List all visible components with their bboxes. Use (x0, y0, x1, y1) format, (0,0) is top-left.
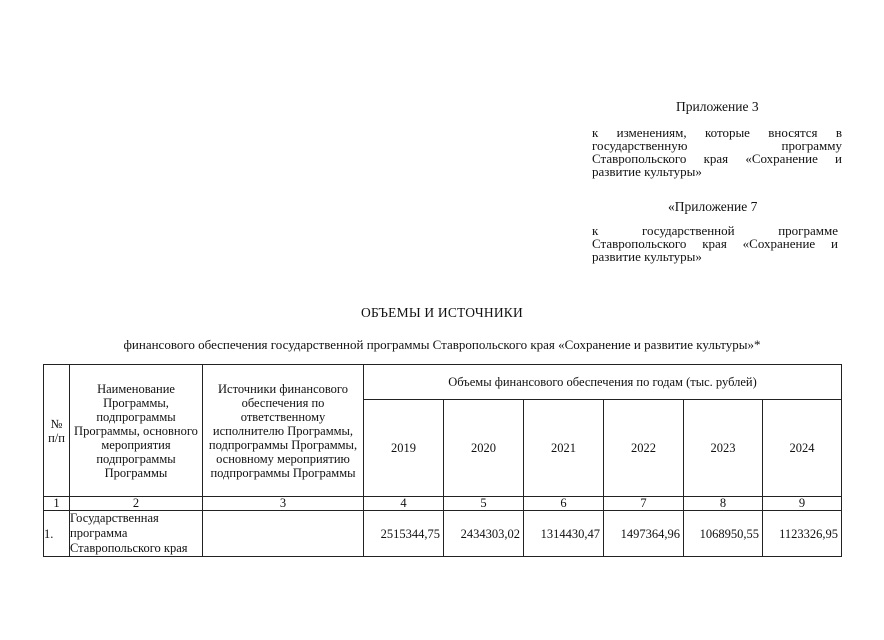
header-name: Наименование Программы, подпрограммы Программы, основного мероприятия подпрограммы Программы (70, 365, 203, 497)
column-number: 2 (70, 497, 203, 511)
column-number: 3 (203, 497, 364, 511)
header-year: 2021 (524, 400, 604, 497)
column-number: 6 (524, 497, 604, 511)
header-year: 2023 (684, 400, 763, 497)
row-value-2024: 1123326,95 (763, 511, 842, 557)
appendix-3-title: Приложение 3 (676, 99, 759, 114)
appendix-7-text: к государственной программе Ставропольского края «Сохранение и развитие культуры» (592, 223, 838, 264)
column-number: 8 (684, 497, 763, 511)
row-source (203, 511, 364, 557)
row-num: 1. (44, 511, 70, 557)
row-name-text: Государственная программа Ставропольского края (70, 511, 188, 555)
row-value-2021: 1314430,47 (524, 511, 604, 557)
column-number: 4 (364, 497, 444, 511)
header-year: 2019 (364, 400, 444, 497)
header-num: № п/п (44, 365, 70, 497)
appendix-7-title: «Приложение 7 (668, 199, 758, 214)
row-name (70, 511, 203, 557)
row-value-2019: 2515344,75 (364, 511, 444, 557)
row-value-2022: 1497364,96 (604, 511, 684, 557)
row-value-2020: 2434303,02 (444, 511, 524, 557)
document-subtitle: финансового обеспечения государственной программы Ставропольского края «Сохранение и развитие культуры»* (123, 337, 761, 352)
appendix-3-text: к изменениям, которые вносятся в государственную программу Ставропольского края «Сохранение и развитие культуры» (592, 125, 842, 179)
header-source: Источники финансового обеспечения по ответственному исполнителю Программы, подпрограммы Программы, основному мероприятию подпрограммы Программы (203, 365, 364, 497)
financing-table (43, 364, 842, 557)
column-number: 1 (44, 497, 70, 511)
row-value-2023: 1068950,55 (684, 511, 763, 557)
column-number: 9 (763, 497, 842, 511)
header-year: 2022 (604, 400, 684, 497)
table-row (44, 511, 842, 557)
column-number-row (44, 497, 842, 511)
column-number: 7 (604, 497, 684, 511)
header-year: 2024 (763, 400, 842, 497)
column-number: 5 (444, 497, 524, 511)
header-volumes: Объемы финансового обеспечения по годам (тыс. рублей) (364, 365, 842, 400)
header-year: 2020 (444, 400, 524, 497)
document-title: ОБЪЕМЫ И ИСТОЧНИКИ (361, 305, 523, 320)
